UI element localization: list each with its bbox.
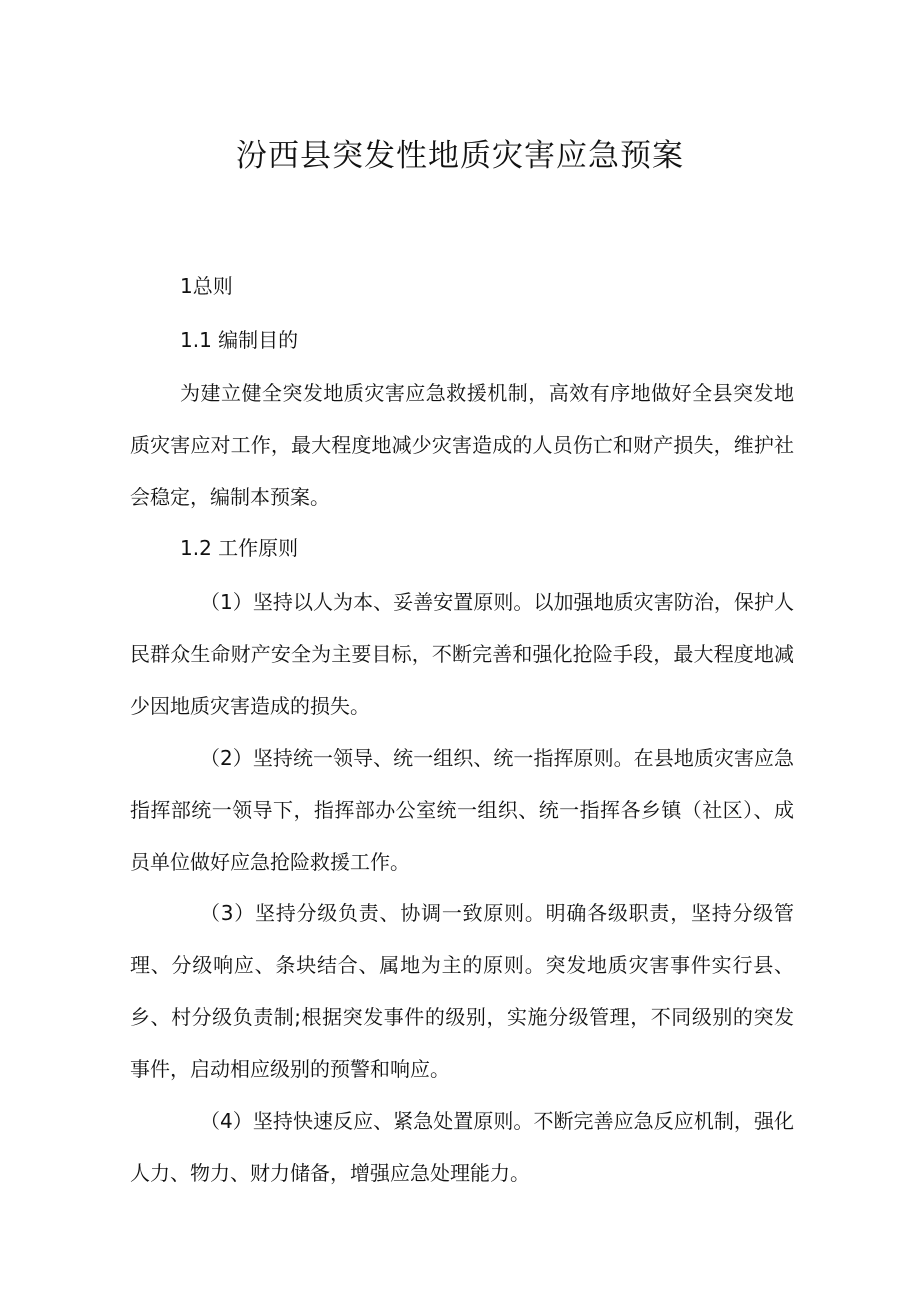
paragraph-purpose: 为建立健全突发地质灾害应急救援机制，高效有序地做好全县突发地质灾害应对工作，最大程度地减少灾害造成的人员伤亡和财产损失，维护社会稳定，编制本预案。: [130, 381, 794, 509]
section-heading-purpose: 1.1 编制目的: [180, 328, 299, 352]
principle-item-1: （1）坚持以人为本、妥善安置原则。以加强地质灾害防治，保护人民群众生命财产安全为主要目标，不断完善和强化抢险手段，最大程度地减少因地质灾害造成的损失。: [130, 590, 794, 718]
principle-item-2: （2）坚持统一领导、统一组织、统一指挥原则。在县地质灾害应急指挥部统一领导下，指挥部办公室统一组织、统一指挥各乡镇（社区）、成员单位做好应急抢险救援工作。: [130, 746, 794, 874]
section-heading-principles: 1.2 工作原则: [180, 536, 299, 560]
principle-item-3: （3）坚持分级负责、协调一致原则。明确各级职责，坚持分级管理、分级响应、条块结合、属地为主的原则。突发地质灾害事件实行县、乡、村分级负责制;根据突发事件的级别，实施分级管理，不同级别的突发事件，启动相应级别的预警和响应。: [130, 901, 794, 1081]
document-title: 汾西县突发性地质灾害应急预案: [236, 138, 684, 174]
principle-item-4: （4）坚持快速反应、紧急处置原则。不断完善应急反应机制，强化人力、物力、财力储备，增强应急处理能力。: [130, 1109, 794, 1185]
section-heading-general: 1总则: [180, 274, 233, 298]
